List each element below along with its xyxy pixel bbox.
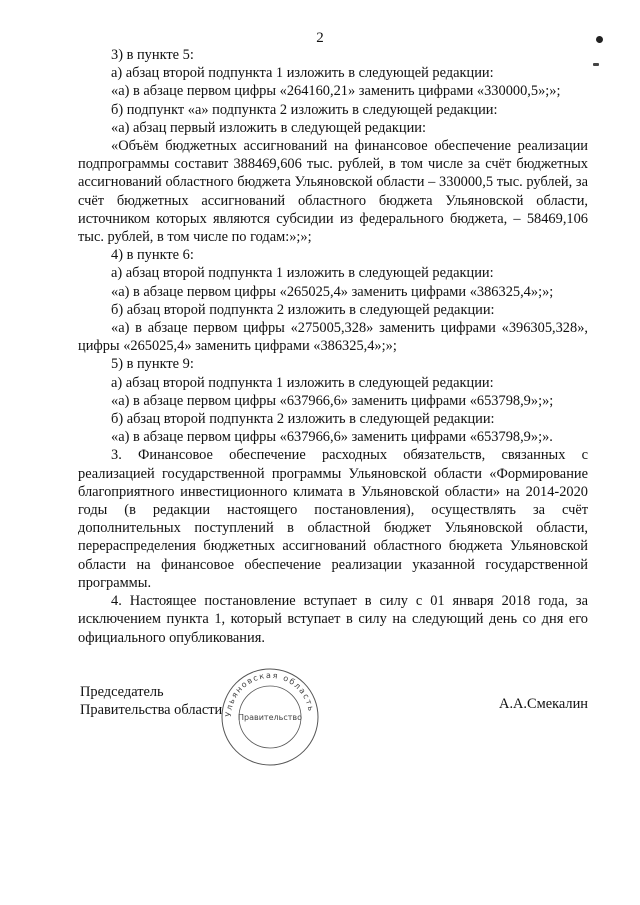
scan-mark-dash	[593, 63, 599, 66]
svg-text:Ульяновская область	[224, 671, 316, 717]
paragraph: 3) в пункте 5:	[111, 47, 194, 63]
paragraph: а) абзац второй подпункта 1 изложить в следующей редакции:	[111, 65, 494, 82]
seal-ring-text: Ульяновская область	[223, 670, 316, 718]
paragraph: а) абзац второй подпункта 1 изложить в следующей редакции:	[111, 265, 494, 282]
official-seal-stamp	[218, 665, 322, 769]
paragraph: «Объём бюджетных ассигнований на финансовое обеспечение реализации подпрограммы составит 388469,606 тыс. рублей, в том числе за счёт бюджетных ассигнований областного бюджета Ульяновской области – 330000,5 тыс. рублей, за счёт бюджетных ассигнований областного бюджета Ульяновской области, источником которых являются субсидии из федерального бюджета, – 58469,106 тыс. рублей, в том числе по годам:»;»;	[78, 138, 588, 246]
paragraph: а) абзац второй подпункта 1 изложить в следующей редакции:	[111, 374, 494, 391]
signature-title	[80, 683, 222, 719]
paragraph: 3. Финансовое обеспечение расходных обязательств, связанных с реализацией государственной программы Ульяновской области «Формирование благоприятного инвестиционного климата в Ульяновской области» на 2014-2020 годы (в редакции настоящего постановления), осуществлять за счёт дополнительных поступлений в областной бюджет Ульяновской области, перераспределения бюджетных ассигнований областного бюджета Ульяновской области на финансовое обеспечение реализации указанной государственной программы.	[78, 447, 588, 591]
paragraph: «а) в абзаце первом цифры «264160,21» заменить цифрами «330000,5»;»;	[111, 83, 561, 100]
paragraph: б) подпункт «а» подпункта 2 изложить в следующей редакции:	[111, 101, 498, 118]
paragraph: «а) в абзаце первом цифры «265025,4» заменить цифрами «386325,4»;»;	[111, 283, 554, 300]
signature-title-line: Председатель	[80, 684, 164, 700]
seal-center-text: Правительство	[238, 713, 302, 722]
paragraph: 4. Настоящее постановление вступает в силу с 01 января 2018 года, за исключением пункта 1, который вступает в силу на следующий день со дня его официального опубликования.	[78, 593, 588, 646]
paragraph: 5) в пункте 9:	[111, 356, 194, 373]
paragraph: б) абзац второй подпункта 2 изложить в следующей редакции:	[111, 411, 495, 428]
signatory-name: А.А.Смекалин	[499, 696, 588, 712]
paragraph: б) абзац второй подпункта 2 изложить в следующей редакции:	[111, 301, 495, 318]
paragraph: «а) в абзаце первом цифры «637966,6» заменить цифрами «653798,9»;»;	[111, 392, 554, 409]
paragraph: «а) в абзаце первом цифры «637966,6» заменить цифрами «653798,9»;».	[111, 429, 553, 446]
paragraph: «а) абзац первый изложить в следующей редакции:	[111, 119, 426, 136]
page-number: 2	[316, 30, 324, 46]
document-body	[78, 46, 588, 647]
paragraph: «а) в абзаце первом цифры «275005,328» заменить цифрами «396305,328», цифры «265025,4» заменить цифрами «386325,4»;»;	[78, 320, 588, 355]
paragraph: 4) в пункте 6:	[111, 247, 194, 264]
signature-title-line: Правительства области	[80, 702, 223, 719]
